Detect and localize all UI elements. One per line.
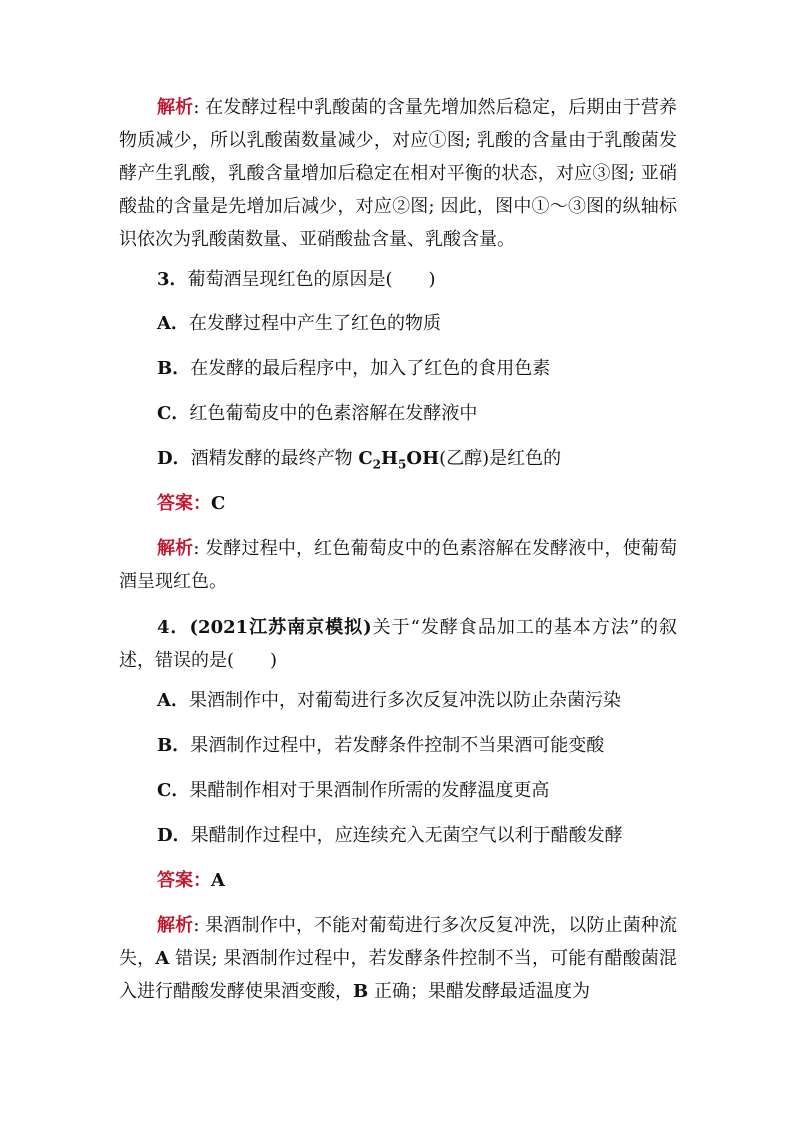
question-number: 3．: [157, 269, 188, 290]
option-text: 酒精发酵的最终产物: [190, 448, 359, 469]
option-letter: D．: [157, 825, 191, 846]
analysis-label: 解析: [157, 538, 194, 559]
option-letter: C．: [157, 780, 190, 801]
question-text: 葡萄酒呈现红色的原因是( ): [187, 269, 436, 290]
formula-sub-5: 5: [398, 457, 407, 472]
question-4-option-c: [119, 774, 677, 807]
option-letter: B．: [157, 358, 191, 379]
analysis-option-b: B: [353, 981, 369, 1002]
question-text: 关于“发酵食品加工的基本方法”的叙述，错误的是( ): [119, 617, 677, 671]
option-text: 在发酵过程中产生了红色的物质: [188, 313, 441, 334]
question-3-analysis: [119, 532, 677, 598]
option-letter: A．: [157, 690, 189, 711]
question-number: 4．: [157, 617, 190, 638]
option-letter: B．: [157, 735, 191, 756]
formula-sub-2: 2: [372, 457, 382, 472]
formula-h: H: [381, 448, 399, 469]
answer-value: C: [211, 493, 226, 514]
analysis-text-3: 正确；果醋发酵最适温度为: [368, 981, 590, 1002]
question-4-option-b: [119, 729, 677, 762]
option-text: 在发酵的最后程序中，加入了红色的食用色素: [190, 358, 551, 379]
answer-label: 答案：: [157, 870, 211, 891]
option-text: 果醋制作过程中，应连续充入无菌空气以利于醋酸发酵: [190, 825, 623, 846]
answer-label: 答案：: [157, 493, 211, 514]
option-text: 果醋制作相对于果酒制作所需的发酵温度更高: [189, 780, 550, 801]
analysis-option-a: A: [155, 948, 170, 969]
analysis-label: 解析: [157, 97, 194, 118]
formula-oh: OH: [406, 448, 440, 469]
question-4-option-a: [119, 684, 677, 717]
analysis-text-2: 错误; 果酒制作过程中，若发酵条件控制不当，可能有醋酸菌混入进行醋酸发酵使果酒变酸，: [119, 948, 678, 1002]
analysis-text: : 在发酵过程中乳酸菌的含量先增加然后稳定，后期由于营养物质减少，所以乳酸菌数量减少，对应①图; 乳酸的含量由于乳酸菌发酵产生乳酸，乳酸含量增加后稳定在相对平衡的状态，对应③图; 亚硝酸盐的含量是先增加后减少，对应②图; 因此，图中①～③图的纵轴标识依次为乳酸菌数量、亚硝酸盐含量、乳酸含量。: [119, 97, 677, 250]
question-3-option-b: [119, 352, 677, 385]
option-text: 果酒制作中，对葡萄进行多次反复冲洗以防止杂菌污染: [188, 690, 621, 711]
option-letter: D．: [157, 448, 191, 469]
question-3-answer: [119, 487, 677, 520]
question-3-option-c: [119, 397, 677, 430]
question-3-option-a: [119, 307, 677, 340]
question-4-stem: [119, 611, 677, 677]
question-3-stem: [119, 263, 677, 296]
formula-c: C: [358, 448, 373, 469]
question-source: (2021江苏南京模拟): [189, 617, 372, 638]
analysis-text: : 发酵过程中，红色葡萄皮中的色素溶解在发酵液中，使葡萄酒呈现红色。: [119, 538, 677, 592]
question-4-answer: [119, 864, 677, 897]
analysis-text-1: : 果酒制作中，不能对葡萄进行多次反复冲洗，以防止菌种流失，: [119, 915, 677, 969]
question-3-option-d: [119, 442, 677, 475]
option-text: 红色葡萄皮中的色素溶解在发酵液中: [189, 403, 478, 424]
option-text-after: (乙醇)是红色的: [439, 448, 562, 469]
option-letter: C．: [157, 403, 190, 424]
answer-value: A: [211, 870, 225, 891]
option-letter: A．: [157, 313, 189, 334]
question-4-analysis: [119, 909, 677, 1008]
analysis-label: 解析: [157, 915, 194, 936]
option-text: 果酒制作过程中，若发酵条件控制不当果酒可能变酸: [190, 735, 605, 756]
question-4-option-d: [119, 819, 677, 852]
analysis-block-2: [119, 91, 677, 256]
